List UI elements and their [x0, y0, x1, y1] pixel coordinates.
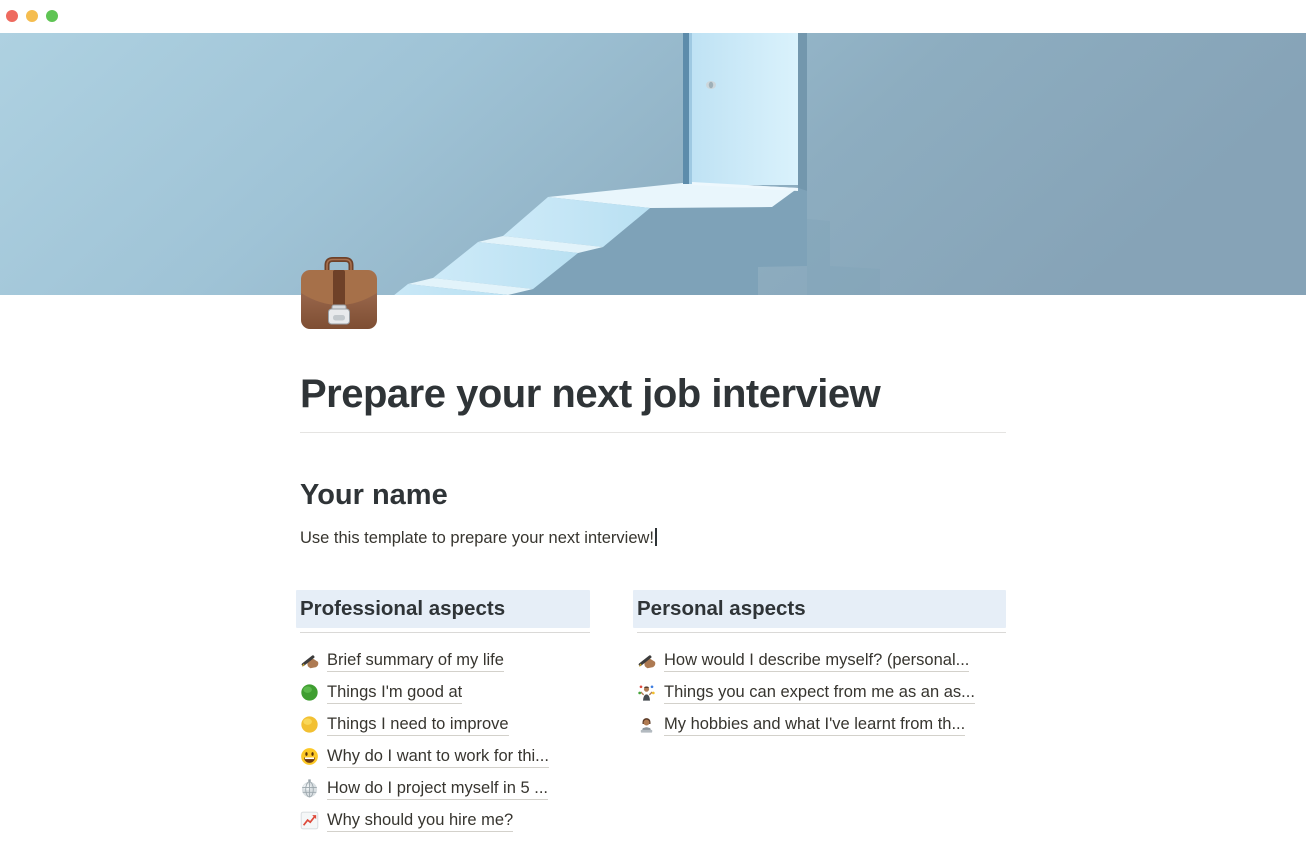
green-circle-icon [300, 683, 319, 702]
page-link-label: Things I need to improve [327, 714, 509, 736]
page-link-label: Brief summary of my life [327, 650, 504, 672]
section-heading[interactable]: Your name [300, 479, 448, 512]
page-body [300, 295, 1006, 837]
two-column-layout [300, 590, 1006, 837]
column-divider [300, 632, 590, 633]
page-title[interactable]: Prepare your next job interview [300, 372, 881, 416]
page-link-label: How would I describe myself? (personal... [664, 650, 969, 672]
column-header-professional[interactable]: Professional aspects [296, 590, 590, 628]
column-personal [637, 590, 1006, 837]
cover-door-jamb-highlight [689, 33, 692, 184]
column-professional [300, 590, 590, 837]
page-link-why-work-here[interactable] [300, 741, 590, 773]
column-header-personal[interactable]: Personal aspects [633, 590, 1006, 628]
intro-paragraph[interactable] [300, 512, 1006, 549]
maximize-window-button[interactable] [46, 10, 58, 22]
page-cover-image[interactable] [0, 33, 1306, 295]
page-link-label: Why should you hire me? [327, 810, 513, 832]
intro-text: Use this template to prepare your next interview! [300, 529, 655, 548]
page-link-list [300, 645, 590, 837]
briefcase-icon [301, 260, 377, 330]
grinning-face-icon [300, 747, 319, 766]
juggler-icon [637, 683, 656, 702]
page-link-label: Things you can expect from me as an as... [664, 682, 975, 704]
cover-doorknob-inner [709, 82, 713, 88]
yellow-circle-icon [300, 715, 319, 734]
writing-hand-icon [637, 651, 656, 670]
page-link-brief-summary[interactable] [300, 645, 590, 677]
text-caret [655, 528, 657, 546]
minimize-window-button[interactable] [26, 10, 38, 22]
column-divider [637, 632, 1006, 633]
page-link-describe-myself[interactable] [637, 645, 1006, 677]
page-link-label: Why do I want to work for thi... [327, 746, 549, 768]
page-icon-briefcase[interactable] [300, 257, 378, 331]
page-link-things-improve[interactable] [300, 709, 590, 741]
page-link-project-myself[interactable] [300, 773, 590, 805]
page-link-why-hire-me[interactable] [300, 805, 590, 837]
page-link-label: Things I'm good at [327, 682, 462, 704]
page-link-label: How do I project myself in 5 ... [327, 778, 548, 800]
technologist-icon [637, 715, 656, 734]
page-link-label: My hobbies and what I've learnt from th... [664, 714, 965, 736]
writing-hand-icon [300, 651, 319, 670]
page-link-list [637, 645, 1006, 741]
close-window-button[interactable] [6, 10, 18, 22]
page-link-what-to-expect[interactable] [637, 677, 1006, 709]
cover-door-frame [798, 33, 807, 191]
titlebar [0, 0, 1306, 33]
page-link-things-good-at[interactable] [300, 677, 590, 709]
page-link-my-hobbies[interactable] [637, 709, 1006, 741]
cover-door [692, 33, 798, 185]
disco-ball-icon [300, 779, 319, 798]
chart-increasing-icon [300, 811, 319, 830]
